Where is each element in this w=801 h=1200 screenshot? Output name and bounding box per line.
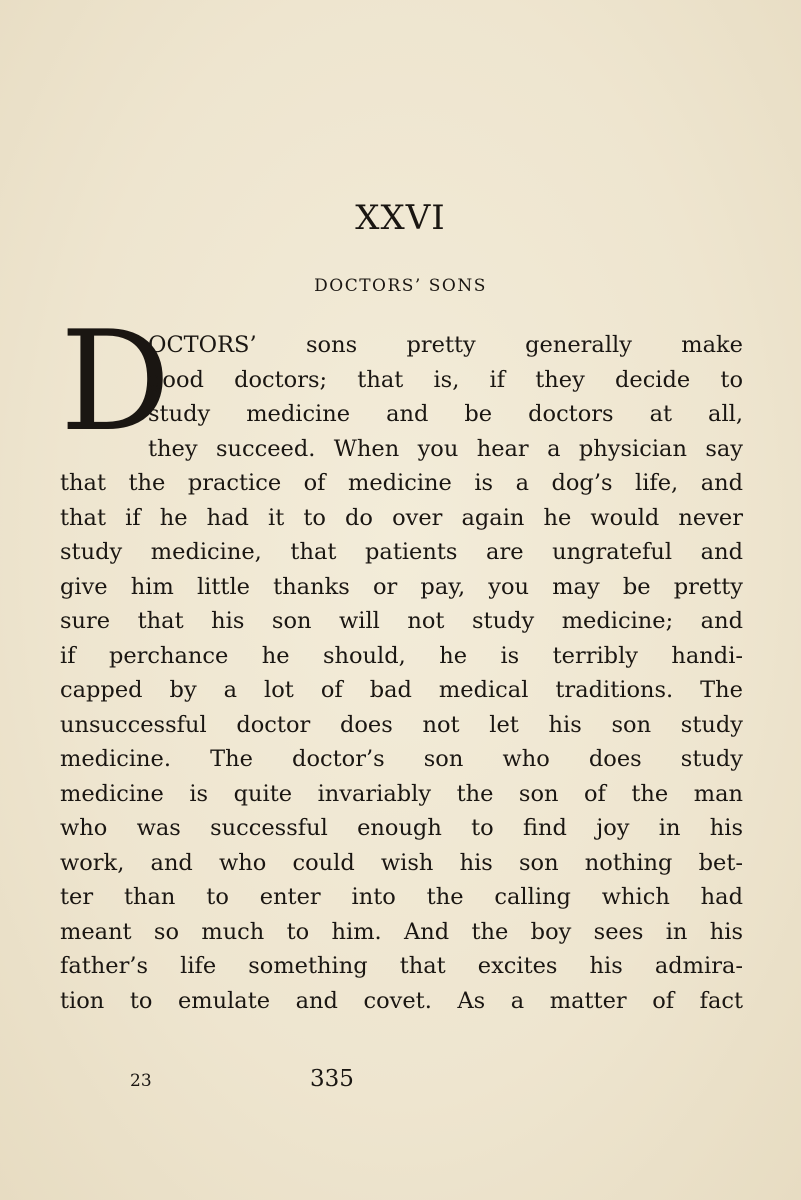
text-line: good doctors; that is, if they decide to: [148, 366, 743, 393]
text-line: OCTORS’ sons pretty generally make: [148, 332, 743, 358]
text-line: sure that his son will not study medicine; and: [60, 608, 743, 634]
text-line: meant so much to him. And the boy sees in his: [60, 918, 743, 945]
text-line: study medicine, that patients are ungrateful and: [60, 539, 743, 565]
text-line: father’s life something that excites his admira-: [60, 953, 743, 979]
text-line: work, and who could wish his son nothing bet-: [60, 849, 743, 876]
text-line: ter than to enter into the calling which had: [60, 884, 743, 910]
page-number: 335: [310, 1066, 354, 1092]
drop-cap: D: [60, 301, 171, 462]
text-line: that the practice of medicine is a dog’s life, and: [60, 470, 743, 496]
page-footer: [0, 1066, 801, 1096]
text-line: if perchance he should, he is terribly handi-: [60, 642, 743, 669]
text-line: capped by a lot of bad medical traditions. The: [60, 677, 743, 703]
text-line: that if he had it to do over again he would never: [60, 504, 743, 531]
chapter-title: DOCTORS’ SONS: [314, 276, 487, 296]
text-line: give him little thanks or pay, you may be pretty: [60, 573, 743, 600]
body-text: [60, 301, 743, 1018]
text-line: study medicine and be doctors at all,: [148, 401, 743, 427]
text-line: medicine is quite invariably the son of the man: [60, 780, 743, 807]
text-line: who was successful enough to find joy in his: [60, 815, 743, 841]
text-line: unsuccessful doctor does not let his son study: [60, 711, 743, 738]
chapter-number: XXVI: [355, 198, 446, 238]
text-line: medicine. The doctor’s son who does study: [60, 746, 743, 772]
signature-mark: 23: [130, 1071, 152, 1091]
text-line: they succeed. When you hear a physician say: [148, 435, 743, 462]
text-line: tion to emulate and covet. As a matter of fact: [60, 987, 743, 1014]
